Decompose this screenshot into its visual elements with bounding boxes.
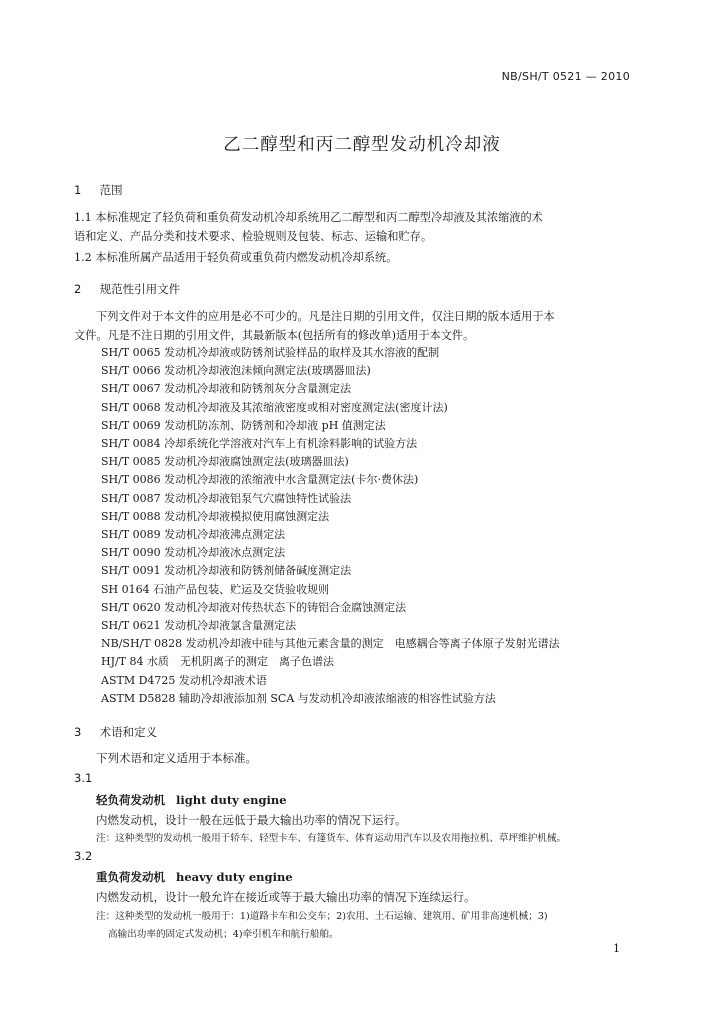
standard-code: NB/SH/T 0521 — 2010: [501, 70, 630, 83]
reference-item: SH/T 0621 发动机冷却液氯含量测定法: [101, 619, 297, 633]
reference-item: SH/T 0089 发动机冷却液沸点测定法: [101, 528, 286, 542]
reference-item: SH/T 0086 发动机冷却液的浓缩液中水含量测定法(卡尔·费休法): [101, 473, 419, 487]
reference-item: NB/SH/T 0828 发动机冷却液中硅与其他元素含量的测定 电感耦合等离子体原子发射光谱法: [101, 637, 560, 651]
reference-item: SH/T 0090 发动机冷却液冰点测定法: [101, 546, 286, 560]
section-number: 1: [74, 183, 82, 197]
reference-item: SH/T 0084 冷却系统化学溶液对汽车上有机涂料影响的试验方法: [101, 437, 418, 451]
section-2-intro: [74, 307, 634, 345]
reference-item: SH/T 0067 发动机冷却液和防锈剂灰分含量测定法: [101, 382, 352, 396]
document-title: 乙二醇型和丙二醇型发动机冷却液: [223, 135, 501, 155]
section-3-intro: 下列术语和定义适用于本标准。: [96, 751, 257, 765]
section-title: 范围: [99, 183, 123, 197]
section-number: 3: [74, 725, 82, 739]
reference-item: SH/T 0069 发动机防冻剂、防锈剂和冷却液 pH 值测定法: [101, 418, 386, 432]
reference-item: ASTM D5828 辅助冷却液添加剂 SCA 与发动机冷却液浓缩液的相容性试验方法: [101, 691, 496, 705]
section-2-heading: [74, 281, 180, 297]
reference-item: SH/T 0088 发动机冷却液模拟使用腐蚀测定法: [101, 509, 330, 523]
intro-line1: 下列文件对于本文件的应用是必不可少的。凡是注日期的引用文件，仅注日期的版本适用于本: [96, 310, 555, 323]
term-zh: 重负荷发动机: [96, 870, 165, 884]
section-title: 规范性引用文件: [99, 282, 181, 296]
term-3-1: [96, 792, 287, 808]
clause-1-1-line1: 1.1 本标准规定了轻负荷和重负荷发动机冷却系统用乙二醇型和丙二醇型冷却液及其浓缩液的术: [74, 211, 543, 224]
normative-references-list: [101, 344, 560, 708]
note-line2: 高输出功率的固定式发动机；4)牵引机车和航行船舶。: [108, 929, 339, 940]
note-line1: 注：这种类型的发动机一般用于：1)道路卡车和公交车；2)农用、土石运输、建筑用、矿用非高速机械；3): [96, 911, 548, 922]
term-3-2: [96, 869, 293, 885]
reference-item: ASTM D4725 发动机冷却液术语: [101, 673, 267, 687]
term-en: light duty engine: [175, 793, 287, 807]
reference-item: SH/T 0065 发动机冷却液或防锈剂试验样品的取样及其水溶液的配制: [101, 346, 440, 359]
term-3-1-number: 3.1: [74, 771, 93, 785]
reference-item: SH/T 0091 发动机冷却液和防锈剂储备碱度测定法: [101, 564, 352, 578]
reference-item: HJ/T 84 水质 无机阴离子的测定 离子色谱法: [101, 655, 335, 669]
term-3-2-definition: 内燃发动机，设计一般允许在接近或等于最大输出功率的情况下连续运行。: [96, 890, 476, 904]
term-3-1-note: 注：这种类型的发动机一般用于轿车、轻型卡车、有篷货车、体育运动用汽车以及农用拖拉机、草坪维护机械。: [96, 833, 567, 844]
reference-item: SH/T 0620 发动机冷却液对传热状态下的铸铝合金腐蚀测定法: [101, 600, 407, 614]
reference-item: SH/T 0085 发动机冷却液腐蚀测定法(玻璃器皿法): [101, 455, 349, 469]
term-zh: 轻负荷发动机: [96, 793, 165, 807]
term-3-1-definition: 内燃发动机，设计一般在远低于最大输出功率的情况下运行。: [96, 813, 407, 827]
clause-1-1: [74, 208, 634, 246]
term-3-2-number: 3.2: [74, 849, 93, 863]
intro-line2: 文件。凡是不注日期的引用文件，其最新版本(包括所有的修改单)适用于本文件。: [74, 329, 475, 342]
page-number: 1: [613, 942, 620, 955]
section-1-heading: [74, 182, 123, 198]
reference-item: SH/T 0087 发动机冷却液铝泵气穴腐蚀特性试验法: [101, 491, 352, 505]
reference-item: SH/T 0068 发动机冷却液及其浓缩液密度或相对密度测定法(密度计法): [101, 400, 448, 414]
clause-1-2: 1.2 本标准所属产品适用于轻负荷或重负荷内燃发动机冷却系统。: [74, 251, 398, 264]
term-3-2-note: [96, 908, 656, 944]
section-3-heading: [74, 724, 157, 740]
reference-item: SH 0164 石油产品包装、贮运及交货验收规则: [101, 582, 330, 596]
term-en: heavy duty engine: [175, 870, 293, 884]
clause-1-1-line2: 语和定义、产品分类和技术要求、检验规则及包装、标志、运输和贮存。: [74, 230, 433, 243]
reference-item: SH/T 0066 发动机冷却液泡沫倾向测定法(玻璃器皿法): [101, 364, 371, 378]
section-title: 术语和定义: [99, 725, 158, 739]
section-number: 2: [74, 282, 82, 296]
